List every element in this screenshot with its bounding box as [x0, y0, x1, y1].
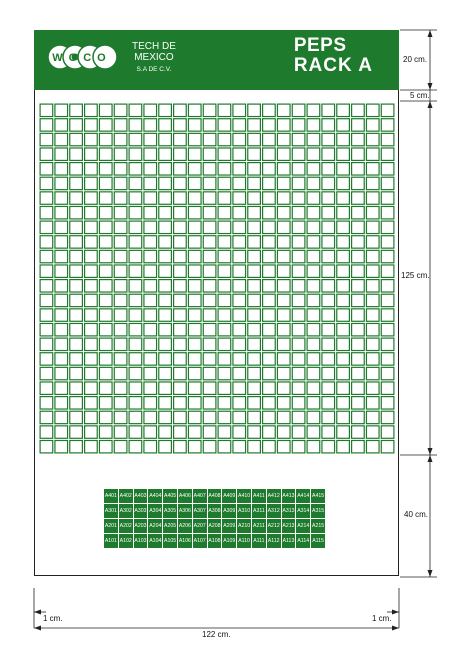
location-label: A203: [133, 519, 148, 534]
location-label: A313: [281, 504, 296, 519]
location-label: A308: [207, 504, 222, 519]
location-label: A401: [104, 489, 119, 504]
location-label: A304: [148, 504, 163, 519]
title-line-2: RACK A: [293, 55, 373, 76]
location-label: A207: [192, 519, 207, 534]
logo-text: WOCO: [52, 52, 112, 64]
location-label: A209: [222, 519, 237, 534]
location-label: A311: [251, 504, 266, 519]
location-label: A214: [296, 519, 311, 534]
location-label: A415: [311, 489, 326, 504]
dim-header-height: 20 cm.: [403, 55, 428, 64]
location-label: A303: [133, 504, 148, 519]
location-label: A105: [163, 534, 178, 549]
dim-gap: 5 cm.: [410, 91, 430, 100]
location-label: A208: [207, 519, 222, 534]
location-label: A110: [237, 534, 252, 549]
location-label: A410: [237, 489, 252, 504]
location-label: A113: [281, 534, 296, 549]
location-label: A215: [311, 519, 326, 534]
location-label: A305: [163, 504, 178, 519]
location-label: A414: [296, 489, 311, 504]
location-label: A211: [251, 519, 266, 534]
location-label: A407: [192, 489, 207, 504]
dim-bottom-height: 40 cm.: [404, 510, 429, 519]
location-label: A411: [251, 489, 266, 504]
location-label: A102: [118, 534, 133, 549]
company-line-3: S.A DE C.V.: [136, 66, 172, 73]
location-label: A206: [177, 519, 192, 534]
location-label: A201: [104, 519, 119, 534]
location-label: A212: [266, 519, 281, 534]
location-label: A111: [251, 534, 266, 549]
location-label: A104: [148, 534, 163, 549]
location-label: A403: [133, 489, 148, 504]
location-label: A312: [266, 504, 281, 519]
location-label: A103: [133, 534, 148, 549]
location-label: A306: [177, 504, 192, 519]
location-label: A213: [281, 519, 296, 534]
location-label: A204: [148, 519, 163, 534]
location-label: A112: [266, 534, 281, 549]
location-label: A309: [222, 504, 237, 519]
location-label: A115: [311, 534, 326, 549]
location-label: A109: [222, 534, 237, 549]
company-line-1: TECH DE: [132, 41, 176, 52]
location-label: A310: [237, 504, 252, 519]
location-label: A301: [104, 504, 119, 519]
dim-total-width: 122 cm.: [202, 630, 231, 639]
location-label: A404: [148, 489, 163, 504]
location-label: A412: [266, 489, 281, 504]
location-label: A106: [177, 534, 192, 549]
location-label: A101: [104, 534, 119, 549]
location-label: A307: [192, 504, 207, 519]
dim-margin-right: 1 cm.: [372, 614, 392, 623]
location-label: A406: [177, 489, 192, 504]
location-label: A315: [311, 504, 326, 519]
dim-grid-height: 125 cm.: [401, 271, 430, 280]
dim-margin-left: 1 cm.: [43, 614, 63, 623]
location-label: A413: [281, 489, 296, 504]
location-label: A114: [296, 534, 311, 549]
location-label: A202: [118, 519, 133, 534]
location-label: A205: [163, 519, 178, 534]
location-label: A405: [163, 489, 178, 504]
company-line-2: MEXICO: [134, 52, 174, 63]
location-label: A302: [118, 504, 133, 519]
title-line-1: PEPS: [293, 35, 347, 56]
location-label: A409: [222, 489, 237, 504]
location-label: A210: [237, 519, 252, 534]
location-label: A402: [118, 489, 133, 504]
location-label: A107: [192, 534, 207, 549]
location-label: A314: [296, 504, 311, 519]
location-label: A408: [207, 489, 222, 504]
location-label: A108: [207, 534, 222, 549]
